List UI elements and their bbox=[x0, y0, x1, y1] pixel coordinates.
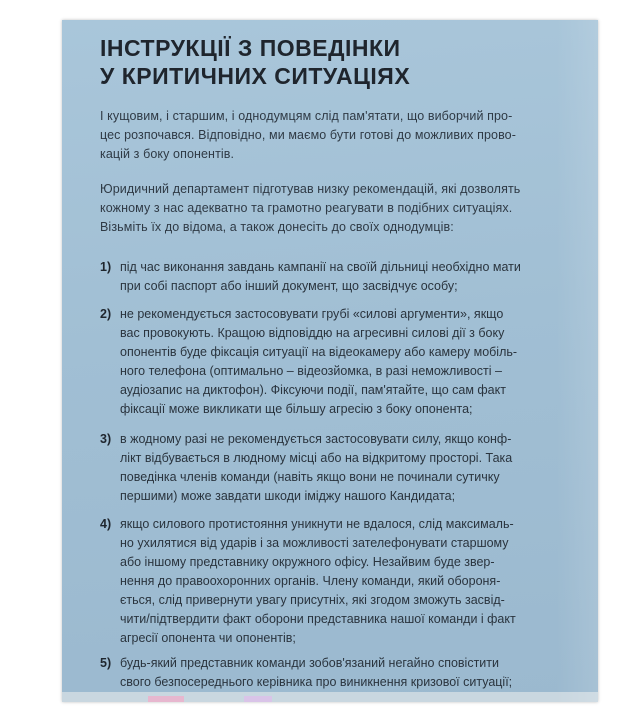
item-line: ється, слід привернути увагу присутніх, які згодом зможуть засвід- bbox=[120, 593, 505, 607]
item-line: ного телефона (оптимально – відеозйомка, в разі неможливості – bbox=[120, 364, 502, 378]
item-line: агресії опонента чи опонентів; bbox=[120, 631, 296, 645]
page-title bbox=[100, 34, 560, 90]
item-number: 4) bbox=[100, 517, 112, 531]
item-line: поведінка членів команди (навіть якщо вони не починали сутичку bbox=[120, 470, 500, 484]
item-line: якщо силового протистояння уникнути не вдалося, слід максималь- bbox=[120, 517, 514, 531]
item-line: або іншому представнику окружного офісу. Незайвим буде звер- bbox=[120, 555, 495, 569]
item-text bbox=[120, 515, 568, 648]
intro-line: І кущовим, і старшим, і однодумцям слід пам'ятати, що виборчий про- bbox=[100, 109, 513, 123]
legal-line: Візьміть їх до відома, а також донесіть до своїх однодумців: bbox=[100, 220, 454, 234]
item-line: в жодному разі не рекомендується застосовувати силу, якщо конф- bbox=[120, 432, 512, 446]
intro-paragraph bbox=[100, 107, 562, 164]
title-line-1: ІНСТРУКЦІЇ З ПОВЕДІНКИ bbox=[100, 35, 401, 61]
item-number: 1) bbox=[100, 260, 112, 274]
item-line: під час виконання завдань кампанії на своїй дільниці необхідно мати bbox=[120, 260, 521, 274]
item-line: першими) може завдати шкоди іміджу нашого Кандидата; bbox=[120, 489, 456, 503]
item-line: опонентів буде фіксація ситуації на відеокамеру або камеру мобіль- bbox=[120, 345, 518, 359]
item-number: 2) bbox=[100, 307, 112, 321]
item-text bbox=[120, 305, 568, 419]
item-line: не рекомендується застосовувати грубі «силові аргументи», якщо bbox=[120, 307, 504, 321]
intro-line: кацій з боку опонентів. bbox=[100, 147, 235, 161]
instruction-page bbox=[62, 20, 598, 702]
item-text bbox=[120, 654, 568, 692]
legal-line: кожному з нас адекватно та грамотно реагувати в подібних ситуаціях. bbox=[100, 201, 513, 215]
title-line-2: У КРИТИЧНИХ СИТУАЦІЯХ bbox=[100, 63, 411, 89]
item-line: фіксації може викликати ще більшу агресію з боку опонента; bbox=[120, 402, 473, 416]
item-text bbox=[120, 430, 568, 506]
intro-line: цес розпочався. Відповідно, ми маємо бути готові до можливих прово- bbox=[100, 128, 516, 142]
item-line: при собі паспорт або інший документ, що засвідчує особу; bbox=[120, 279, 458, 293]
item-line: нення до правоохоронних органів. Члену команди, який обороня- bbox=[120, 574, 501, 588]
item-line: чити/підтвердити факт оборони представника нашої команди і факт bbox=[120, 612, 516, 626]
item-line: будь-який представник команди зобов'язаний негайно сповістити bbox=[120, 656, 499, 670]
sticker-mark bbox=[148, 696, 184, 702]
legal-paragraph bbox=[100, 180, 562, 237]
page-bottom-edge bbox=[62, 692, 598, 702]
item-line: но ухилятися від ударів і за можливості зателефонувати старшому bbox=[120, 536, 509, 550]
legal-line: Юридичний департамент підготував низку рекомендацій, які дозволять bbox=[100, 182, 521, 196]
item-number: 3) bbox=[100, 432, 112, 446]
item-line: лікт відбувається в людному місці або на відкритому просторі. Така bbox=[120, 451, 513, 465]
item-line: аудіозапис на диктофон). Фіксуючи події, пам'ятайте, що сам факт bbox=[120, 383, 506, 397]
item-text bbox=[120, 258, 568, 296]
item-line: свого безпосереднього керівника про виникнення кризової ситуації; bbox=[120, 675, 513, 689]
sticker-mark bbox=[244, 696, 272, 702]
item-line: вас провокують. Кращою відповіддю на агресивні силові дії з боку bbox=[120, 326, 505, 340]
item-number: 5) bbox=[100, 656, 112, 670]
